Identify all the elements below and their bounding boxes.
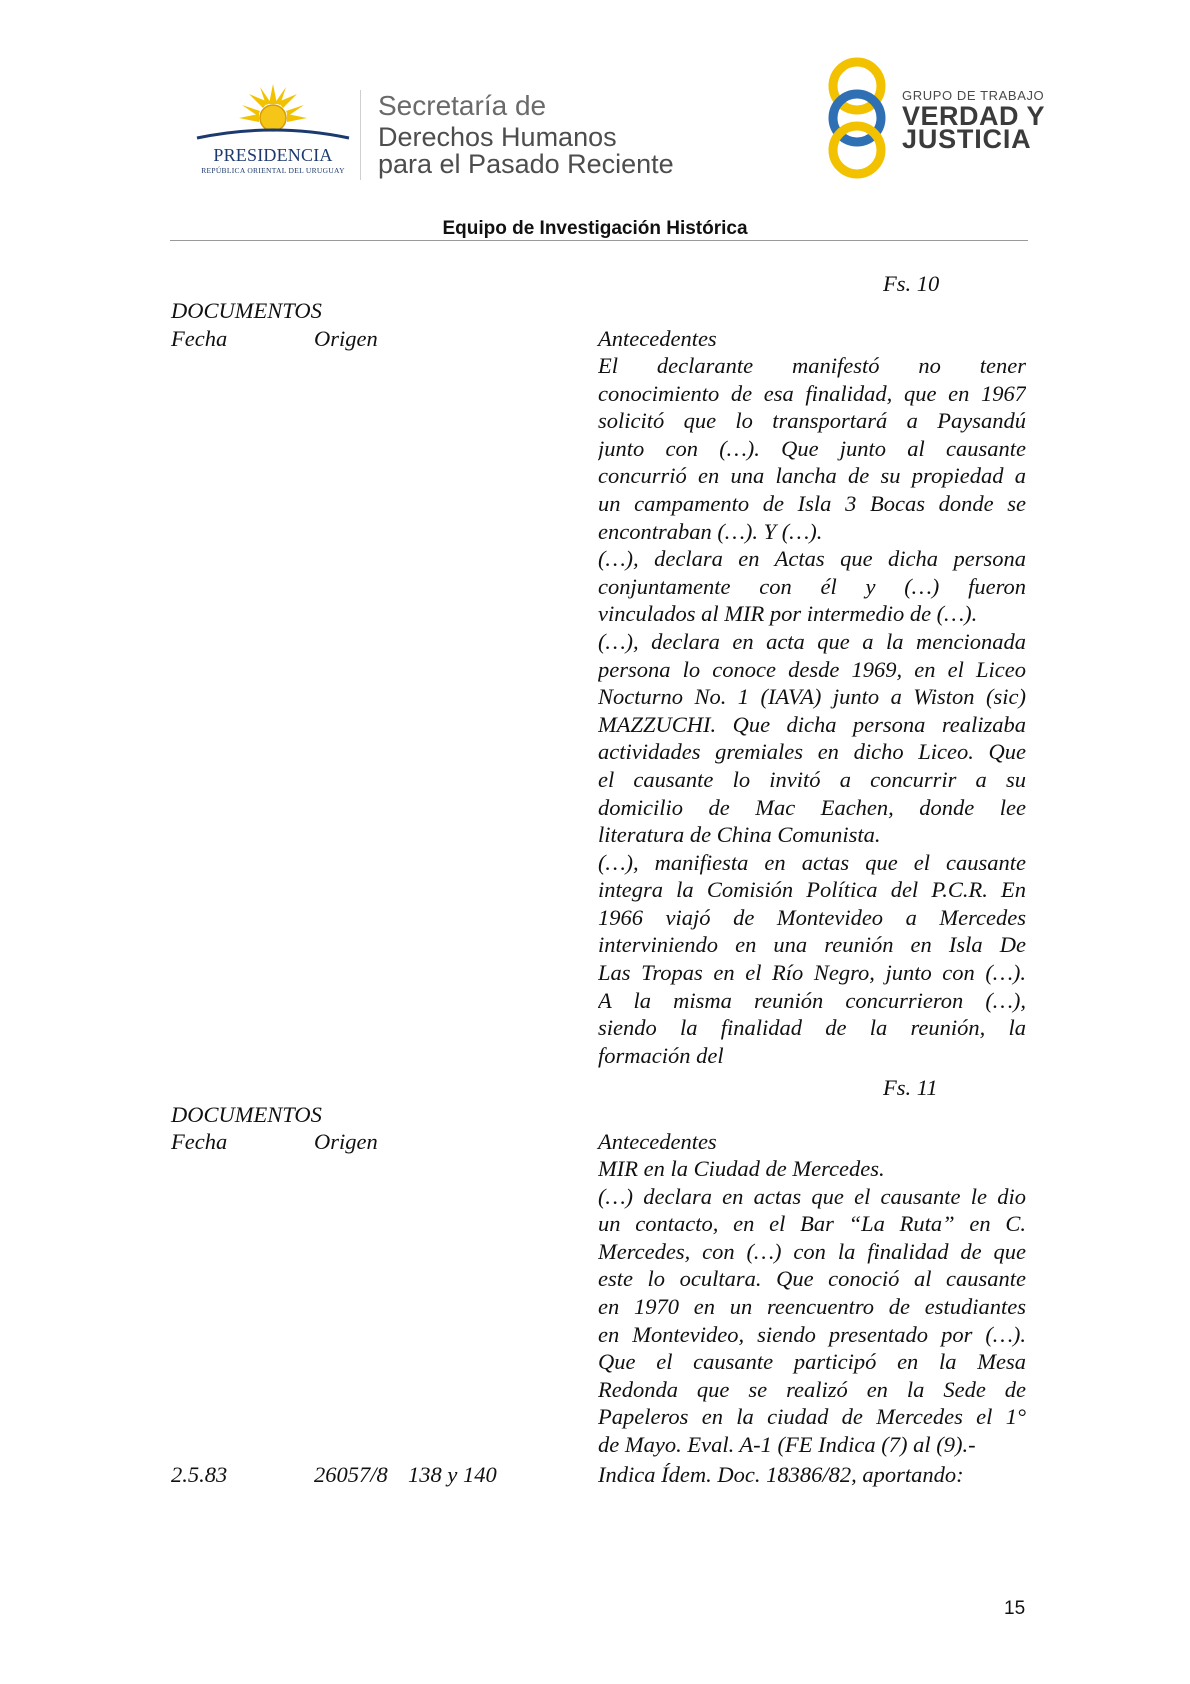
text-line: concurrió en una lancha de su propiedad a [598,463,1026,489]
grupo-line-1: GRUPO DE TRABAJO [902,88,1045,103]
folio-label: Fs. 10 [883,271,940,296]
verdad-justicia-rings-icon [822,56,892,180]
text-line: MAZZUCHI. Que dicha persona realizaba [598,711,1026,737]
grupo-line-3: JUSTICIA [902,124,1032,154]
text-line: Papeleros en la ciudad de Mercedes el 1° [598,1404,1026,1430]
header-divider [360,90,361,180]
secretaria-line-3: para el Pasado Reciente [378,149,674,179]
page-number: 15 [1004,1598,1026,1619]
text-line: (…), manifiesta en actas que el causante [598,849,1026,875]
text-line: un contacto, en el Bar “La Ruta” en C. [598,1211,1026,1237]
fecha-column-header: Fecha [171,1129,228,1154]
team-title: Equipo de Investigación Histórica [442,218,748,239]
presidencia-name: PRESIDENCIA [213,145,333,165]
text-line: este lo ocultara. Que conoció al causante [598,1266,1026,1292]
grupo-line-2: VERDAD Y [902,101,1046,131]
text-line: conjuntamente con él y (…) fueron [598,573,1026,599]
text-line: integra la Comisión Política del P.C.R. En [598,877,1026,903]
folio-label: Fs. 11 [883,1075,938,1100]
text-line: encontraban (…). Y (…). [598,518,823,544]
entry-origen: 26057/8 [314,1462,388,1487]
text-line: domicilio de Mac Eachen, donde lee [598,794,1026,820]
antecedentes-text [598,352,1026,1069]
text-line: conocimiento de esa finalidad, que en 1967 [598,380,1026,406]
text-line: solicitó que lo transportará a Paysandú [598,408,1026,434]
text-line: vinculados al MIR por intermedio de (…). [598,601,978,627]
text-line: de Mayo. Eval. A-1 (FE Indica (7) al (9).- [598,1431,976,1457]
text-line: (…), declara en Actas que dicha persona [598,546,1026,572]
entry-text: Indica Ídem. Doc. 18386/82, aportando: [598,1462,964,1487]
text-line: junto con (…). Que junto al causante [598,435,1026,461]
documentos-heading: DOCUMENTOS [171,298,322,323]
text-line: A la misma reunión concurrieron (…), [598,987,1026,1013]
entry-folios: 138 y 140 [408,1462,497,1487]
antecedentes-text [598,1155,1026,1459]
text-line: MIR en la Ciudad de Mercedes. [598,1156,885,1181]
text-line: interviniendo en una reunión en Isla De [598,932,1026,958]
header-rule [170,240,1028,241]
text-line: (…), declara en acta que a la mencionada [598,628,1026,654]
secretaria-line-1: Secretaría de [378,90,547,121]
documentos-heading: DOCUMENTOS [171,1102,322,1127]
text-line: persona lo conoce desde 1969, en el Liceo [598,656,1026,682]
text-line: el causante lo invitó a concurrir a su [598,766,1026,792]
text-line: (…) declara en actas que el causante le dio [598,1183,1026,1209]
fecha-column-header: Fecha [171,326,228,351]
origen-column-header: Origen [314,1129,378,1154]
text-line: El declarante manifestó no tener [598,353,1026,378]
text-line: Redonda que se realizó en la Sede de [598,1376,1026,1402]
text-line: Las Tropas en el Río Negro, junto con (…). [598,960,1026,986]
entry-fecha: 2.5.83 [171,1462,228,1487]
text-line: actividades gremiales en dicho Liceo. Que [598,739,1026,765]
antecedentes-column-header: Antecedentes [598,326,717,351]
text-line: un campamento de Isla 3 Bocas donde se [598,490,1026,516]
text-line: Nocturno No. 1 (IAVA) junto a Wiston (sic) [598,684,1026,710]
text-line: en Montevideo, siendo presentado por (…). [598,1321,1026,1347]
text-line: Mercedes, con (…) con la finalidad de que [598,1238,1026,1264]
presidencia-subtitle: REPÚBLICA ORIENTAL DEL URUGUAY [201,166,345,175]
text-line: siendo la finalidad de la reunión, la [598,1015,1026,1041]
text-line: Que el causante participó en la Mesa [598,1349,1026,1375]
secretaria-line-2: Derechos Humanos [378,122,617,152]
text-line: formación del [598,1042,724,1068]
origen-column-header: Origen [314,326,378,351]
text-line: literatura de China Comunista. [598,822,881,848]
antecedentes-column-header: Antecedentes [598,1129,717,1154]
text-line: en 1970 en un reencuentro de estudiantes [598,1293,1026,1319]
text-line: 1966 viajó de Montevideo a Mercedes [598,904,1026,930]
